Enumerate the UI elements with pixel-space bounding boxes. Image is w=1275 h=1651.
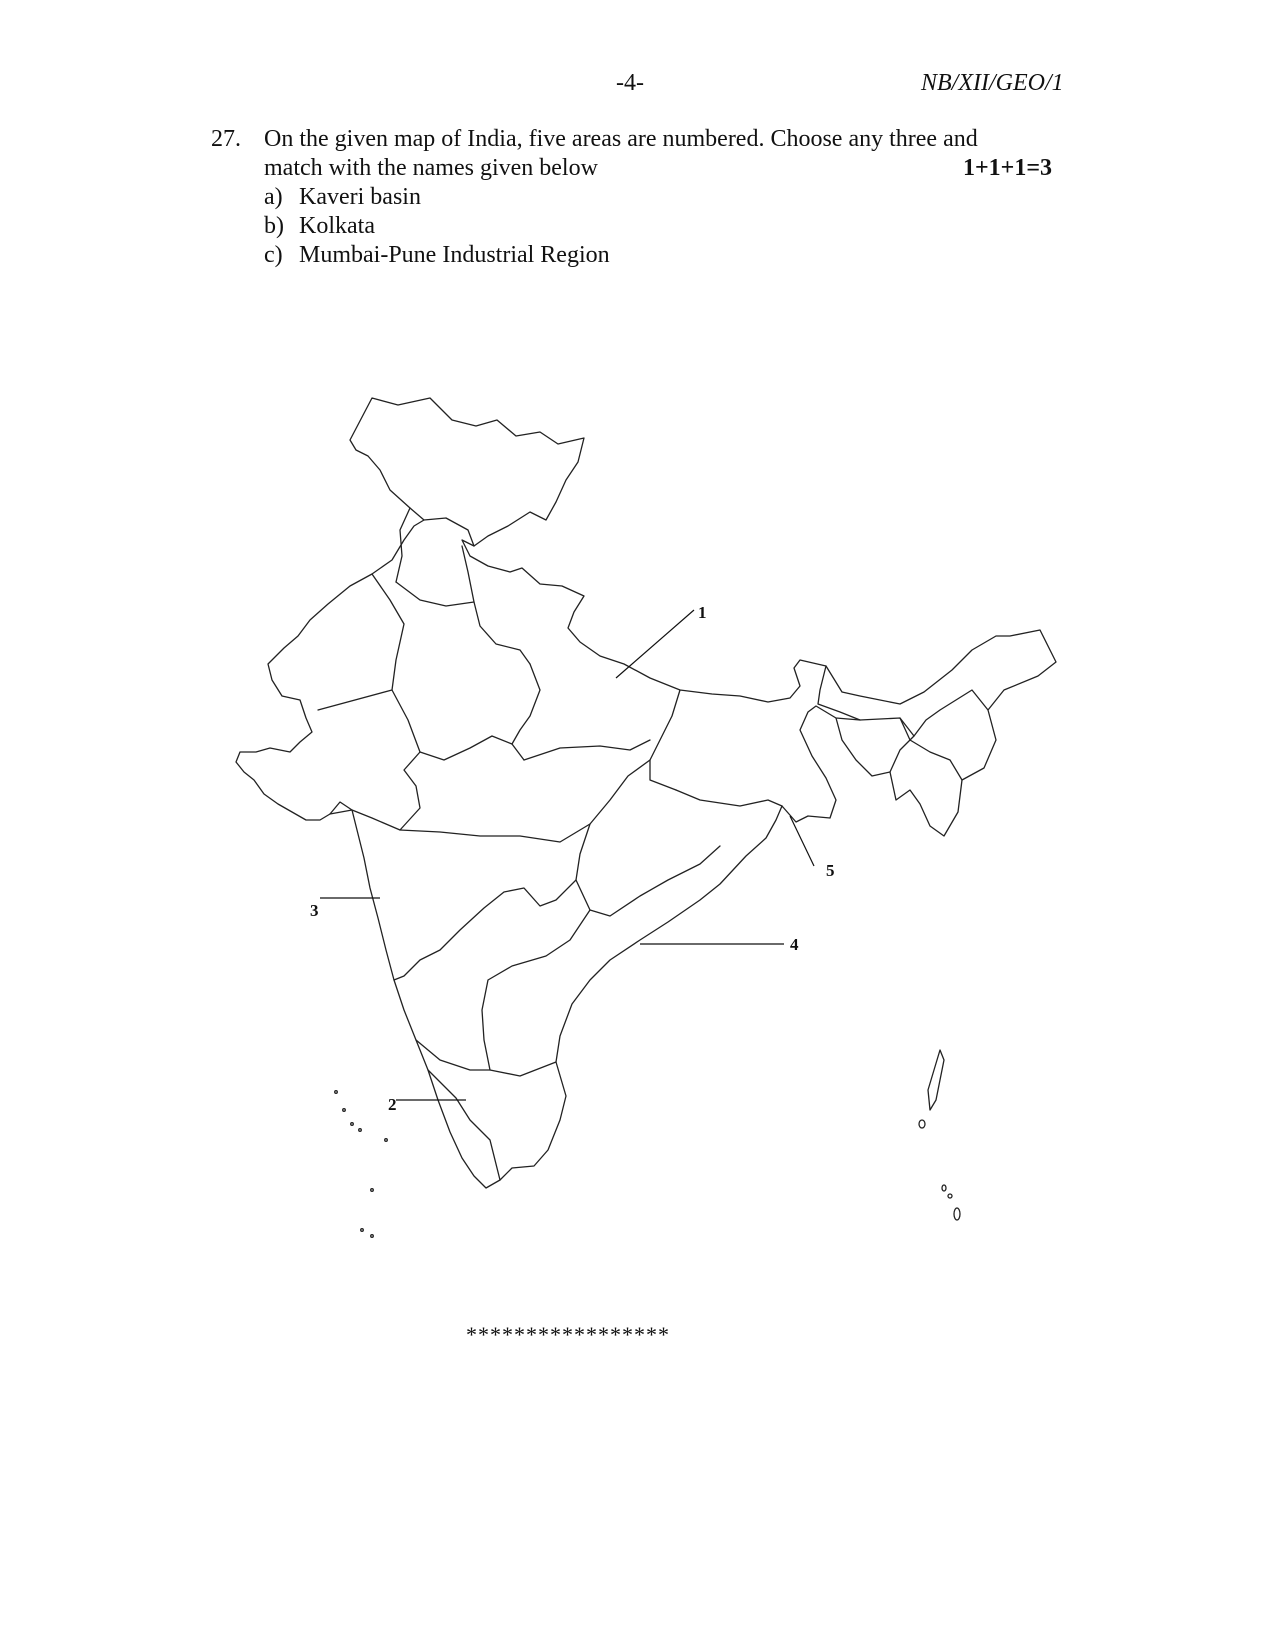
marker-5-label: 5 — [826, 861, 835, 880]
state-boundary — [836, 718, 890, 776]
question-text-line-2: match with the names given below — [264, 155, 598, 181]
state-boundary — [318, 574, 404, 710]
state-boundary — [900, 718, 962, 780]
state-boundary — [396, 582, 530, 664]
state-boundary — [482, 910, 590, 1070]
state-boundary — [818, 666, 860, 720]
marker-5-leader — [790, 816, 814, 866]
question-marks: 1+1+1=3 — [963, 155, 1053, 181]
island — [371, 1189, 374, 1192]
state-boundary — [676, 790, 782, 806]
andaman-islands — [928, 1050, 944, 1110]
state-boundary — [394, 880, 576, 980]
state-boundary — [650, 690, 680, 790]
page-number: -4- — [616, 70, 644, 96]
option-label: a) — [264, 184, 283, 210]
option-text: Kolkata — [299, 213, 375, 239]
end-of-paper-stars: ***************** — [466, 1322, 670, 1347]
island — [335, 1091, 338, 1094]
option-text: Mumbai-Pune Industrial Region — [299, 242, 610, 268]
india-mainland-outline — [236, 398, 1056, 1188]
island — [361, 1229, 364, 1232]
state-boundary — [400, 824, 590, 842]
marker-1-leader — [616, 610, 694, 678]
marker-1-label: 1 — [698, 603, 707, 622]
marker-3-label: 3 — [310, 901, 319, 920]
question-text-line-1: On the given map of India, five areas are numbered. Choose any three and — [264, 126, 978, 152]
state-boundary — [428, 1070, 500, 1180]
question-number: 27. — [211, 126, 241, 152]
paper-code: NB/XII/GEO/1 — [921, 70, 1064, 96]
option-label: b) — [264, 213, 284, 239]
state-boundary — [416, 1040, 556, 1076]
state-boundary — [330, 752, 420, 830]
marker-4-label: 4 — [790, 935, 799, 954]
island — [942, 1185, 946, 1191]
island — [351, 1123, 354, 1126]
option-text: Kaveri basin — [299, 184, 421, 210]
state-boundary — [914, 690, 988, 736]
option-label: c) — [264, 242, 283, 268]
island — [371, 1235, 374, 1238]
state-boundary — [576, 760, 720, 916]
island — [343, 1109, 346, 1112]
marker-2-label: 2 — [388, 1095, 397, 1114]
state-boundary — [396, 508, 410, 582]
state-boundary — [462, 546, 474, 602]
island — [385, 1139, 388, 1142]
island — [359, 1129, 362, 1132]
island — [948, 1194, 952, 1198]
island — [919, 1120, 925, 1128]
state-boundary — [392, 690, 512, 760]
state-boundary — [512, 664, 540, 760]
island — [954, 1208, 960, 1220]
state-boundary — [524, 740, 650, 760]
